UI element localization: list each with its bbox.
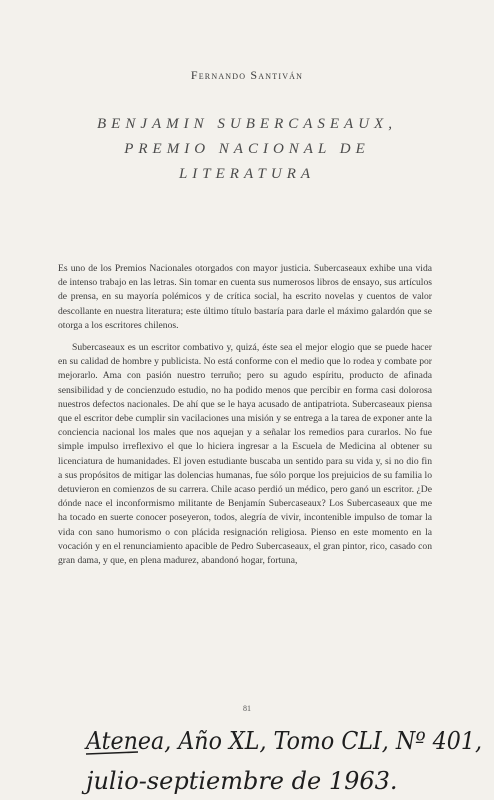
handwritten-citation bbox=[0, 705, 494, 800]
handwritten-line-2: julio-septiembre de 1963. bbox=[86, 767, 398, 795]
page-number: 81 bbox=[243, 704, 251, 713]
author-name: Fernando Santiván bbox=[190, 68, 304, 82]
handwritten-line-1: Atenea, Año XL, Tomo CLI, Nº 401, bbox=[84, 727, 483, 755]
title-line-2: PREMIO NACIONAL DE bbox=[124, 141, 370, 157]
paragraph-2: Subercaseaux es un escritor combativo y, quizá, éste sea el mejor elogio que se puede hacer en su calidad de hombre y publicista. No está conforme con el medio que lo rodea y combate por mejorarlo. Ama con pasión nuestro terruño; pero su agudo espíritu, producto de afinada sensibilidad y de concienzudo estudio, no ha podido menos que percibir en forma casi dolorosa nuestros defectos nacionales. De ahí que se le haya acusado de antipatriota. Subercaseaux piensa que el escritor debe cumplir sin vacilaciones una misión y se entrega a la tarea de exponer ante la conciencia nacional los males que nos aquejan y a señalar los remedios para curarlos. No fue simple impulso irreflexivo el que lo hiciera ingresar a la Escuela de Medicina al obtener su licenciatura de humanidades. El joven estudiante buscaba un sentido para su vida y, si no dio fin a sus propósitos de mitigar las dolencias humanas, fue sólo porque los prejuicios de su familia lo detuvieron en comienzos de su carrera. Chile acaso perdió un médico, pero ganó un escritor. ¿De dónde nace el inconformismo militante de Benjamín Subercaseaux? Los Subercaseaux que me ha tocado en suerte conocer poseyeron, todos, alegría de vivir, incontenible impulso de tomar la vida con sano humorismo o con plácida resignación religiosa. Pienso en este momento en la vocación y en el renunciamiento apacible de Pedro Subercaseaux, el gran pintor, rico, casado con gran dama, y que, en plena madurez, abandonó hogar, fortuna, bbox=[58, 342, 432, 567]
article-title bbox=[0, 112, 494, 187]
title-line-3: LITERATURA bbox=[178, 166, 316, 182]
handwriting-svg bbox=[0, 705, 494, 800]
article-body bbox=[58, 262, 432, 576]
paragraph-1: Es uno de los Premios Nacionales otorgados con mayor justicia. Subercaseaux exhibe una vida de intenso trabajo en las letras. Sin tomar en cuenta sus numerosos libros de ensayo, sus artículos de prensa, en su mayoría polémicos y de crítica social, ha escrito novelas y cuentos de valor descollante en nuestra literatura; este último título bastaría para darle el máximo galardón que se otorga a los escritores chilenos. bbox=[58, 263, 432, 331]
title-line-1: BENJAMIN SUBERCASEAUX, bbox=[97, 116, 397, 132]
